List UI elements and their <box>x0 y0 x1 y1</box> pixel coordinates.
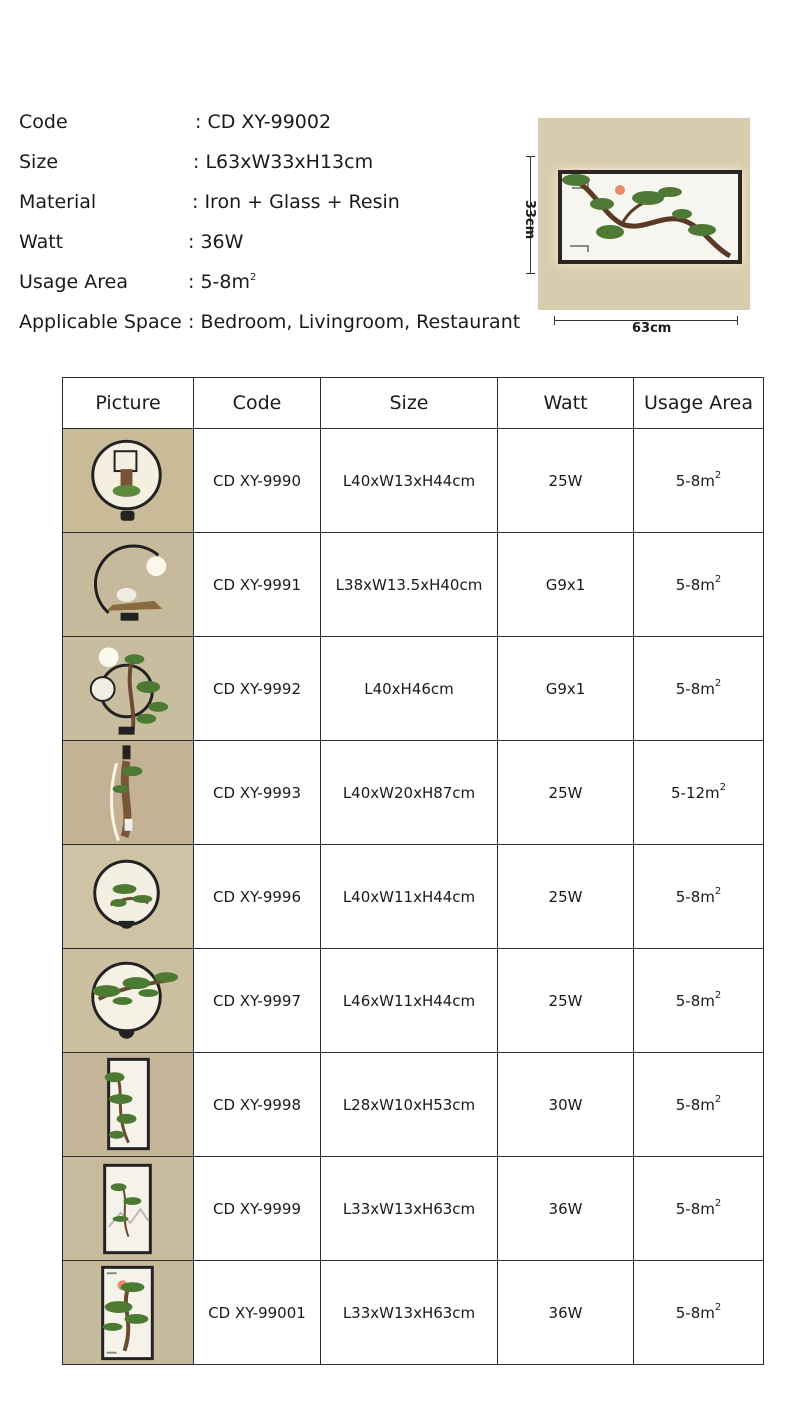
product-table <box>62 377 764 1365</box>
spec-value: : Iron + Glass + Resin <box>192 191 400 213</box>
product-watt: G9x1 <box>498 533 634 637</box>
spec-value <box>188 262 256 302</box>
tall-panel-lamp-icon <box>63 1053 193 1156</box>
product-usage-area <box>634 1053 764 1157</box>
usage-area-text: 5-8m <box>675 575 715 594</box>
product-usage-area <box>634 533 764 637</box>
product-code: CD XY-9991 <box>194 533 321 637</box>
spec-value: : L63xW33xH13cm <box>193 151 374 173</box>
table-row <box>63 1261 764 1365</box>
product-usage-area <box>634 949 764 1053</box>
product-usage-area <box>634 741 764 845</box>
header-watt: Watt <box>498 378 634 429</box>
product-size: L40xW11xH44cm <box>321 845 498 949</box>
superscript: 2 <box>714 989 722 1001</box>
table-row <box>63 845 764 949</box>
product-watt: 25W <box>498 429 634 533</box>
arc-lamp-icon <box>63 533 193 636</box>
usage-area-text: 5-8m <box>675 991 715 1010</box>
table-header-row <box>63 378 764 429</box>
hero-product-image <box>512 118 757 338</box>
product-thumbnail <box>63 949 194 1053</box>
product-size: L38xW13.5xH40cm <box>321 533 498 637</box>
product-code: CD XY-9993 <box>194 741 321 845</box>
product-usage-area <box>634 845 764 949</box>
product-size: L33xW13xH63cm <box>321 1157 498 1261</box>
product-code: CD XY-9998 <box>194 1053 321 1157</box>
lamp-frame <box>558 170 742 264</box>
product-usage-area <box>634 1157 764 1261</box>
product-thumbnail <box>63 1053 194 1157</box>
superscript: 2 <box>714 573 722 585</box>
product-watt: 36W <box>498 1157 634 1261</box>
table-row <box>63 1053 764 1157</box>
product-size: L40xW20xH87cm <box>321 741 498 845</box>
product-size: L40xW13xH44cm <box>321 429 498 533</box>
header-picture: Picture <box>63 378 194 429</box>
product-usage-area <box>634 1261 764 1365</box>
product-thumbnail <box>63 845 194 949</box>
superscript: 2 <box>714 885 722 897</box>
product-thumbnail <box>63 637 194 741</box>
header-code: Code <box>194 378 321 429</box>
product-watt: 36W <box>498 1261 634 1365</box>
small-pine-circle-lamp-icon <box>63 845 193 948</box>
product-watt: 30W <box>498 1053 634 1157</box>
spec-row-usage-area <box>19 262 539 302</box>
product-watt: 25W <box>498 741 634 845</box>
spec-label: Usage Area <box>19 271 128 293</box>
usage-area-text: 5-12m <box>670 783 720 802</box>
height-dimension-label: 33cm <box>522 199 538 240</box>
product-size: L33xW13xH63cm <box>321 1261 498 1365</box>
superscript: 2 <box>714 1301 722 1313</box>
superscript: 2 <box>719 781 727 793</box>
usage-area-text: 5-8m <box>675 1095 715 1114</box>
spec-value: : Bedroom, Livingroom, Restaurant <box>188 311 521 333</box>
product-size: L28xW10xH53cm <box>321 1053 498 1157</box>
pine-circle-lamp-icon <box>63 637 193 740</box>
table-row <box>63 533 764 637</box>
header-usage-area: Usage Area <box>634 378 764 429</box>
landscape-panel-lamp-icon <box>63 1157 193 1260</box>
pine-branch-icon <box>562 174 738 260</box>
table-row <box>63 741 764 845</box>
usage-area-text: 5-8m <box>675 887 715 906</box>
spec-label: Size <box>19 151 59 173</box>
product-code: CD XY-9999 <box>194 1157 321 1261</box>
product-thumbnail <box>63 429 194 533</box>
spec-label: Watt <box>19 231 64 253</box>
table-row <box>63 429 764 533</box>
large-pine-circle-lamp-icon <box>63 949 193 1052</box>
product-code: CD XY-9990 <box>194 429 321 533</box>
usage-area-text: 5-8m <box>675 471 715 490</box>
spec-row-applicable-space <box>19 302 539 342</box>
superscript: 2 <box>714 469 722 481</box>
product-usage-area <box>634 429 764 533</box>
superscript: 2 <box>714 1093 722 1105</box>
pine-panel-lamp-icon <box>63 1261 193 1364</box>
spec-value: : CD XY-99002 <box>195 111 332 133</box>
width-dimension-label: 63cm <box>632 321 672 336</box>
superscript: 2 <box>714 677 722 689</box>
usage-area-text: 5-8m <box>675 679 715 698</box>
table-row <box>63 637 764 741</box>
spec-row-material <box>19 182 539 222</box>
product-thumbnail <box>63 1261 194 1365</box>
product-watt: 25W <box>498 845 634 949</box>
spec-row-watt <box>19 222 539 262</box>
vertical-tree-lamp-icon <box>63 741 193 844</box>
product-usage-area <box>634 637 764 741</box>
header-size: Size <box>321 378 498 429</box>
spec-value-text: : 5-8m <box>188 271 250 293</box>
product-code: CD XY-9996 <box>194 845 321 949</box>
spec-label: Code <box>19 111 68 133</box>
product-code: CD XY-9997 <box>194 949 321 1053</box>
usage-area-text: 5-8m <box>675 1199 715 1218</box>
usage-area-text: 5-8m <box>675 1303 715 1322</box>
product-size: L40xH46cm <box>321 637 498 741</box>
product-thumbnail <box>63 741 194 845</box>
product-thumbnail <box>63 533 194 637</box>
product-watt: 25W <box>498 949 634 1053</box>
product-code: CD XY-9992 <box>194 637 321 741</box>
product-thumbnail <box>63 1157 194 1261</box>
spec-value: : 36W <box>188 231 244 253</box>
spec-row-code <box>19 102 539 142</box>
spec-label: Material <box>19 191 97 213</box>
superscript: 2 <box>714 1197 722 1209</box>
spec-label: Applicable Space <box>19 311 182 333</box>
round-lamp-icon <box>63 429 193 532</box>
table-row <box>63 949 764 1053</box>
superscript: 2 <box>249 272 257 283</box>
hero-photo <box>538 118 750 310</box>
product-code: CD XY-99001 <box>194 1261 321 1365</box>
table-row <box>63 1157 764 1261</box>
spec-row-size <box>19 142 539 182</box>
product-size: L46xW11xH44cm <box>321 949 498 1053</box>
product-watt: G9x1 <box>498 637 634 741</box>
spec-list <box>19 102 539 342</box>
